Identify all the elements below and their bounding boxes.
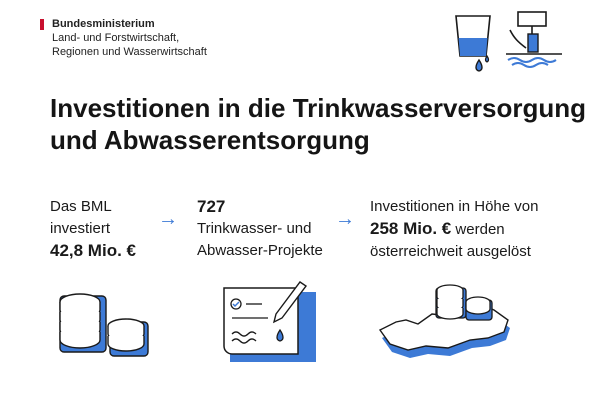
stat-investment-line-1: Das BML: [50, 198, 112, 215]
arrow-right-icon: →: [335, 208, 355, 230]
stat-investment-value: 42,8 Mio. €: [50, 241, 136, 260]
stat-total-line-2: österreichweit ausgelöst: [370, 243, 531, 260]
stat-projects-line-2: Abwasser-Projekte: [197, 242, 323, 259]
stat-total: [370, 196, 590, 263]
austria-map-coins-icon: [378, 282, 518, 366]
ministry-name: Bundesministerium: [52, 18, 155, 30]
ministry-subtitle-1: Land- und Forstwirtschaft,: [52, 32, 180, 44]
faucet-water-icon: [504, 10, 564, 66]
stat-investment-line-2: investiert: [50, 220, 111, 237]
water-glass-icon: [454, 14, 494, 74]
arrow-right-icon: →: [158, 208, 178, 230]
ministry-subtitle-2: Regionen und Wasserwirtschaft: [52, 46, 207, 58]
stat-total-line-1: Investitionen in Höhe von: [370, 198, 539, 215]
page-title: [50, 92, 590, 156]
stat-projects-line-1: Trinkwasser- und: [197, 220, 312, 237]
coins-stack-icon: [52, 288, 152, 360]
document-contract-icon: [220, 278, 320, 364]
title-line-1: Investitionen in die Trinkwasserversorgung: [50, 93, 587, 123]
ministry-logo-text: [52, 17, 207, 59]
stat-total-value: 258 Mio. €: [370, 219, 452, 238]
austria-flag-stripe: [40, 26, 44, 30]
stat-projects: [197, 196, 347, 262]
stat-total-suffix: werden: [451, 221, 505, 238]
stat-investment: [50, 196, 170, 262]
stat-projects-value: 727: [197, 197, 226, 216]
title-line-2: und Abwasserentsorgung: [50, 125, 370, 155]
austria-flag-icon: [40, 19, 44, 26]
